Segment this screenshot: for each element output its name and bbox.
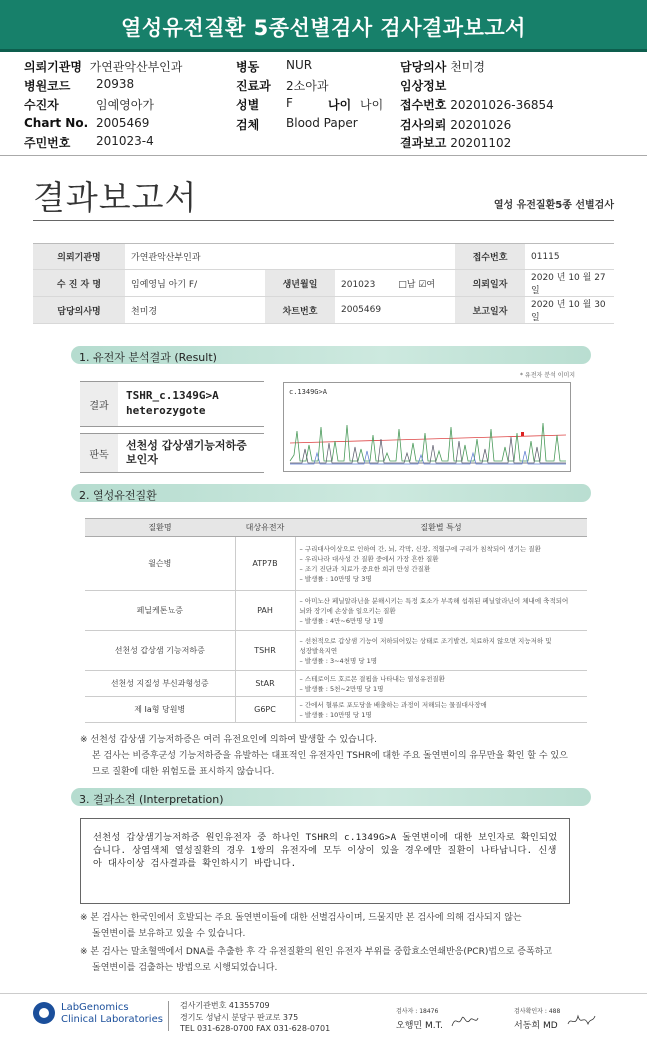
disease-table-header-feature: 질환별 특성 (295, 519, 587, 537)
header-field-institution: 의뢰기관명 가연관악산부인과 (24, 60, 183, 74)
header-field-doctor: 담당의사 천미경 (400, 60, 485, 74)
lab-phone: TEL 031-628-0700 FAX 031-628-0701 (180, 1024, 331, 1033)
verifier-signature (566, 1012, 596, 1030)
screening-note: ※ 본 검사는 한국인에서 호발되는 주요 돌연변이들에 대한 선별검사이며, 드물지만 본 검사에 의해 검사되지 않는 돌연변이를 보유하고 있을 수 있습니다. (80, 913, 522, 939)
info-value-sex: □남 ☑여 (398, 279, 436, 290)
info-label-doctor: 담당의사명 (33, 297, 125, 324)
section-interpretation-header: 3. 결과소견 (Interpretation) (71, 788, 591, 806)
logo-subname: Clinical Laboratories (61, 1014, 163, 1025)
disease-name: 선천성 지질성 부신과형성증 (85, 671, 235, 697)
disease-gene: StAR (235, 671, 295, 697)
method-note: ※ 본 검사는 말초혈액에서 DNA를 추출한 후 각 유전질환의 원인 유전자 부위를 중합효소연쇄반응(PCR)법으로 증폭하고 돌연변이를 검출하는 방법으로 시행되었습니다. (80, 947, 553, 973)
verifier-name: 서동희 MD (514, 1021, 558, 1031)
header-field-age: 나이 (328, 98, 352, 112)
info-label-chart: 차트번호 (265, 297, 335, 324)
header-field-age-value: 나이 (360, 98, 384, 112)
section-result-header: 1. 유전자 분석결과 (Result) (71, 346, 591, 364)
header-field-clinical-info: 임상정보 (400, 79, 447, 93)
logo-name: LabGenomics (61, 1002, 129, 1013)
table-row (85, 671, 587, 697)
disease-feature: – 스테로이드 호르몬 결핍을 나타내는 열성유전질환 – 발생률 : 5천~2만명 당 1명 (295, 671, 587, 697)
info-label-institution: 의뢰기관명 (33, 244, 125, 270)
result-variant: TSHR_c.1349G>A (126, 389, 219, 402)
chromatogram-image (283, 382, 571, 472)
lab-address: 경기도 성남시 분당구 판교로 375 (180, 1013, 299, 1022)
labgenomics-logo-icon (33, 1002, 55, 1024)
header-field-chart: Chart No. (24, 116, 89, 130)
interpretation-text: 선천성 갑상샘기능저하증 원인유전자 중 하나인 TSHR의 c.1349G>A 돌연변이에 대한 보인자로 확인되었습니다. 상염색체 열성질환의 경우 1쌍의 유전자에 모두 이상이 있을 경우에만 질환이 나타납니다. 신생아 대사이상 검사결과를 확인하시기 바랍니다. (93, 832, 558, 869)
table-row (85, 631, 587, 671)
header-field-chart-value: 2005469 (96, 116, 150, 130)
header-field-ward-value: NUR (286, 58, 313, 72)
disease-name: 제 Ia형 당원병 (85, 697, 235, 723)
disease-feature: – 아미노산 페닐알라닌을 분해시키는 특정 효소가 부족해 섭취된 페닐알라닌이 체내에 축적되어 뇌와 장기에 손상을 일으키는 질환 – 발생률 : 4만~6만명 당 1명 (295, 591, 587, 631)
judgement-label: 판독 (80, 434, 118, 472)
judgement-line2: 보인자 (126, 453, 158, 466)
header-field-hospital-code-value: 20938 (96, 77, 135, 91)
header-field-patient: 수진자 (24, 98, 59, 112)
lab-id: 검사기관번호 41355709 (180, 1001, 270, 1010)
report-title-underline (33, 220, 614, 221)
disease-table-header-gene: 대상유전자 (235, 519, 295, 537)
info-label-patient: 수 진 자 명 (33, 270, 125, 297)
header-field-sex-value: F (286, 96, 293, 110)
info-label-receipt: 접수번호 (455, 244, 525, 270)
header-field-specimen: 검체 (236, 118, 260, 132)
header-field-patient-value: 임예영아가 (96, 98, 154, 112)
banner-title: 열성유전질환 5종선별검사 검사결과보고서 (121, 16, 526, 40)
disease-name: 페닐케톤뇨증 (85, 591, 235, 631)
chromatogram-trace (284, 383, 572, 473)
disease-gene: TSHR (235, 631, 295, 671)
info-value-receipt: 01115 (525, 244, 614, 270)
interpretation-box (80, 818, 570, 904)
info-value-doctor: 천미경 (125, 297, 265, 324)
result-zygosity: heterozygote (126, 404, 206, 417)
header-field-dept: 진료과 (236, 79, 271, 93)
info-value-chart: 2005469 (335, 297, 455, 324)
info-value-request: 2020 년 10 월 27 일 (525, 270, 614, 297)
header-field-resident-id-value: 201023-4 (96, 134, 154, 148)
disease-name: 선천성 갑상샘 기능저하증 (85, 631, 235, 671)
tester-signature (450, 1012, 480, 1030)
tester-name: 오행민 M.T. (396, 1021, 443, 1031)
header-field-specimen-value: Blood Paper (286, 116, 358, 130)
disease-feature: – 간에서 혈류로 포도당을 배출하는 과정이 저해되는 물질대사장애 – 발생률 : 10만명 당 1명 (295, 697, 587, 723)
disease-gene: G6PC (235, 697, 295, 723)
report-subtitle: 열성 유전질환5종 선별검사 (493, 200, 614, 211)
header-field-sex: 성별 (236, 98, 260, 112)
disease-feature: – 구리대사이상으로 인하여 간, 뇌, 각막, 신장, 적혈구에 구리가 침착되어 생기는 질환 – 우리나라 대사성 간 질환 중에서 가장 흔한 질환 – 조기 진단과 치료가 중요한 희귀 만성 간질환 – 발생률 : 10만명 당 3명 (295, 537, 587, 591)
patient-info-table (33, 243, 614, 324)
judgement-box (80, 433, 264, 473)
tester-id: 검사자 : 18476 (396, 1008, 439, 1015)
table-row (85, 697, 587, 723)
info-label-report: 보고일자 (455, 297, 525, 324)
report-title: 결과보고서 (33, 178, 198, 217)
info-value-birth: 201023 □남 ☑여 (335, 270, 455, 297)
judgement-line1: 선천성 갑상샘기능저하증 (126, 439, 247, 452)
info-label-birth: 생년월일 (265, 270, 335, 297)
header-field-hospital-code: 병원코드 (24, 79, 71, 93)
info-value-report: 2020 년 10 월 30 일 (525, 297, 614, 324)
header-field-dept-value: 2소아과 (286, 79, 329, 93)
footer-separator (168, 1001, 169, 1031)
chromatogram-note: * 유전자 분석 이미지 (520, 372, 576, 379)
header-field-report-date: 결과보고 20201102 (400, 136, 512, 150)
table-row (85, 537, 587, 591)
result-box (80, 381, 264, 427)
section-disease-header: 2. 열성유전질환 (71, 484, 591, 502)
disease-table (85, 518, 587, 723)
disease-name: 윌슨병 (85, 537, 235, 591)
info-label-request: 의뢰일자 (455, 270, 525, 297)
disease-gene: ATP7B (235, 537, 295, 591)
disease-table-header-name: 질환명 (85, 519, 235, 537)
header-banner (0, 0, 647, 52)
chromatogram-label: c.1349G>A (289, 388, 327, 396)
table-row (85, 591, 587, 631)
result-label: 결과 (80, 382, 118, 426)
disease-gene: PAH (235, 591, 295, 631)
disease-feature: – 선천적으로 갑상샘 기능이 저하되어있는 상태로 조기발견, 치료하지 않으면 지능저하 및 성장발육지연 – 발생률 : 3~4천명 당 1명 (295, 631, 587, 671)
header-field-receipt-no: 접수번호 20201026-36854 (400, 98, 554, 112)
info-value-patient: 임예영님 아기 F/ (125, 270, 265, 297)
verifier-id: 검사확인자 : 488 (514, 1008, 561, 1015)
info-value-institution: 가연관악산부인과 (125, 244, 455, 270)
header-field-resident-id: 주민번호 (24, 136, 71, 150)
header-field-ward: 병동 (236, 60, 260, 74)
tshr-note: ※ 선천성 갑상샘 기능저하증은 여러 유전요인에 의하여 발생할 수 있습니다. 본 검사는 비증후군성 기능저하증을 유발하는 대표적인 유전자인 TSHR에 대한 주요 돌연변이의 유무만을 확인 할 수 있으 므로 질환에 대한 위험도를 표시하지 않습니다. (80, 735, 568, 777)
header-field-request-date: 검사의뢰 20201026 (400, 118, 512, 132)
header-divider (0, 155, 647, 156)
footer-divider (0, 993, 647, 994)
